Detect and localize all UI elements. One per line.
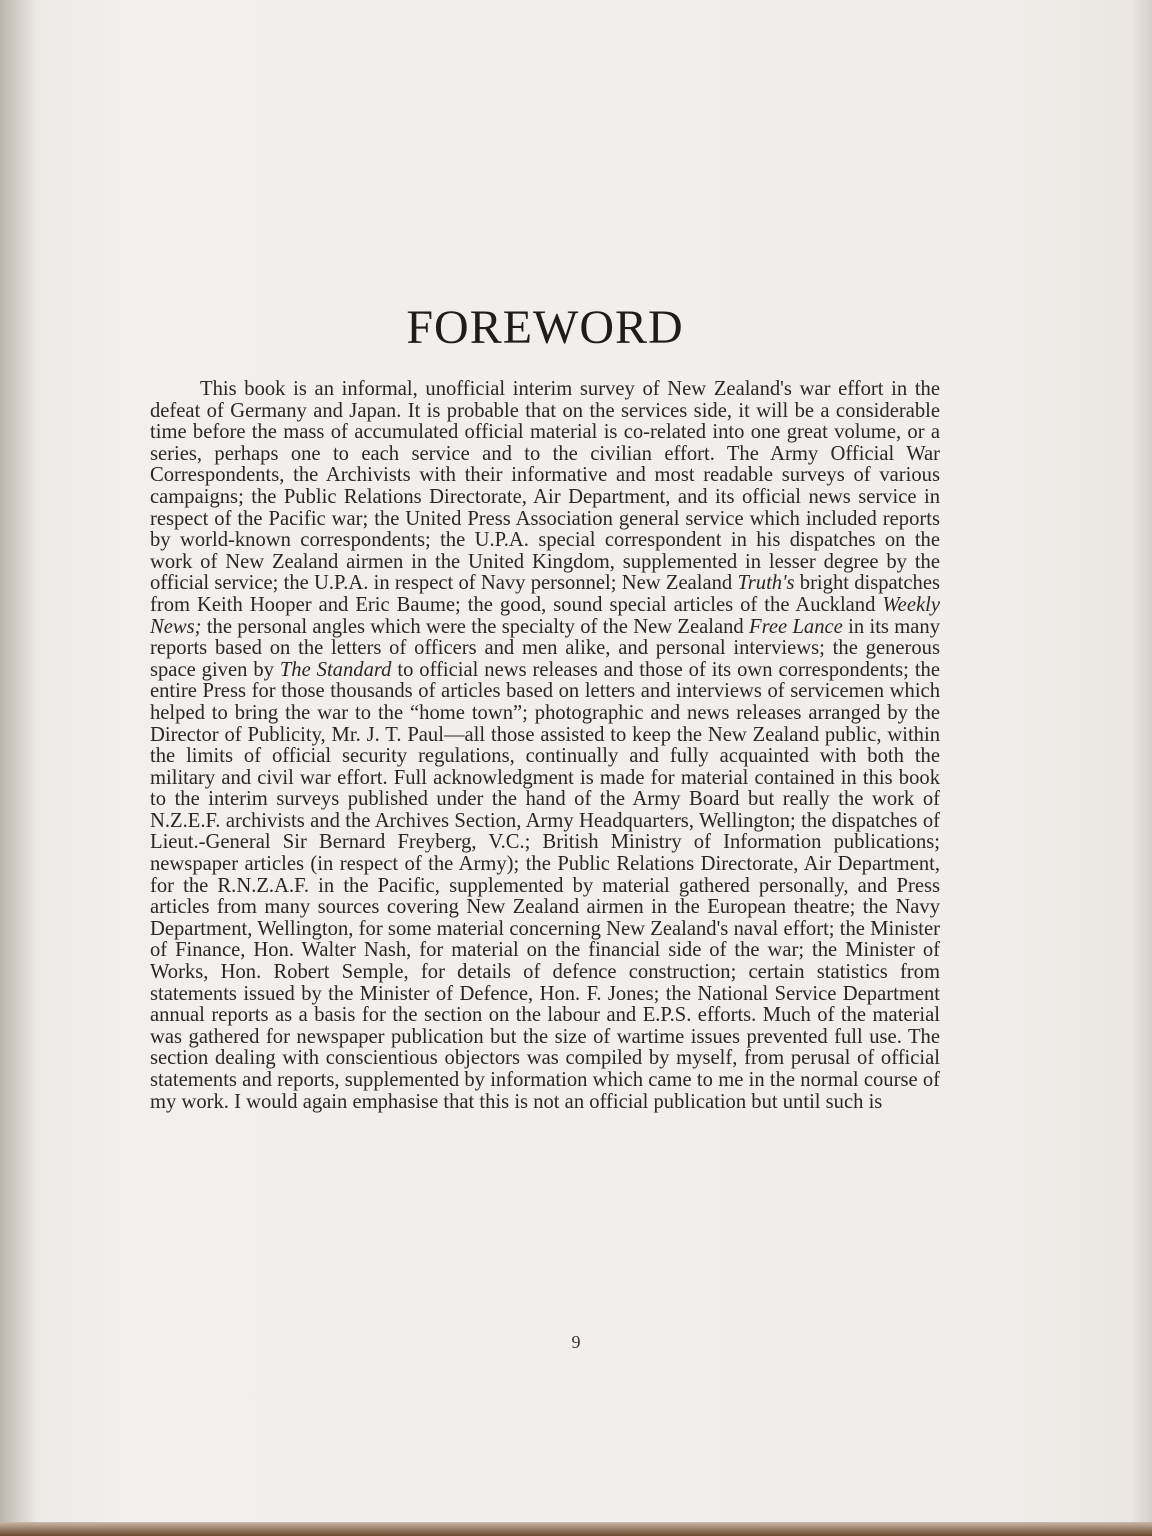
page-number: 9 [571,1332,581,1352]
bottom-edge [0,1522,1152,1536]
italic-run: Truth's [737,572,795,595]
text-run: in its many reports based on the letters of officers and men alike, and personal interviews; the generous space given by [150,615,941,681]
italic-run: Weekly News; [150,593,940,638]
foreword-paragraph [150,379,940,1113]
italic-run: The Standard [279,658,392,681]
italic-run: Free Lance [749,615,843,638]
text-run: bright dispatches from Keith Hooper and Eric Baume; the good, sound special articles of the Auckland [150,572,940,616]
spine-shadow [0,0,34,1536]
page-content [150,300,940,1113]
text-run: to official news releases and those of its own correspondents; the entire Press for those thousands of articles based on letters and interviews of servicemen which helped to bring the war to the “home town”; photographic and news releases arranged by the Director of Publicity, Mr. J. T. Paul—all those assisted to keep the New Zealand public, within the limits of official security regulations, continually and fully acquainted with both the military and civil war effort. Full acknowledgment is made for material contained in this book to the interim surveys published under the hand of the Army Board but really the work of N.Z.E.F. archivists and the Archives Section, Army Headquarters, Wellington; the dispatches of Lieut.-General Sir Bernard Freyberg, V.C.; British Ministry of Information publications; newspaper articles (in respect of the Army); the Public Relations Directorate, Air Department, for the R.N.Z.A.F. in the Pacific, supplemented by material gathered personally, and Press articles from many sources covering New Zealand airmen in the European theatre; the Navy Department, Wellington, for some material concerning New Zealand's naval effort; the Minister of Finance, Hon. Walter Nash, for material on the financial side of the war; the Minister of Works, Hon. Robert Semple, for details of defence construction; certain statistics from statements issued by the Minister of Defence, Hon. F. Jones; the National Service Department annual reports as a basis for the section on the labour and E.P.S. efforts. Much of the material was gathered for newspaper publication but the size of wartime issues prevented full use. The section dealing with conscientious objectors was compiled by myself, from perusal of official statements and reports, supplemented by information which came to me in the normal course of my work. I would again emphasise that this is not an official publication but until such is [150,658,940,1113]
text-run: the personal angles which were the specialty of the New Zealand [206,615,744,638]
page-edge [1130,0,1152,1536]
page-title: FOREWORD [406,301,684,354]
text-run: This book is an informal, unofficial interim survey of New Zealand's war effort in the defeat of Germany and Japan. It is probable that on the services side, it will be a considerable time before the mass of accumulated official material is co-related into one great volume, or a series, perhaps one to each service and to the civilian effort. The Army Official War Correspondents, the Archivists with their informative and most readable surveys of various campaigns; the Public Relations Directorate, Air Department, and its official news service in respect of the Pacific war; the United Press Association general service which included reports by world-known correspondents; the U.P.A. special correspondent in his dispatches on the work of New Zealand airmen in the United Kingdom, supplemented in lesser degree by the official service; the U.P.A. in respect of Navy personnel; New Zealand [150,378,940,595]
